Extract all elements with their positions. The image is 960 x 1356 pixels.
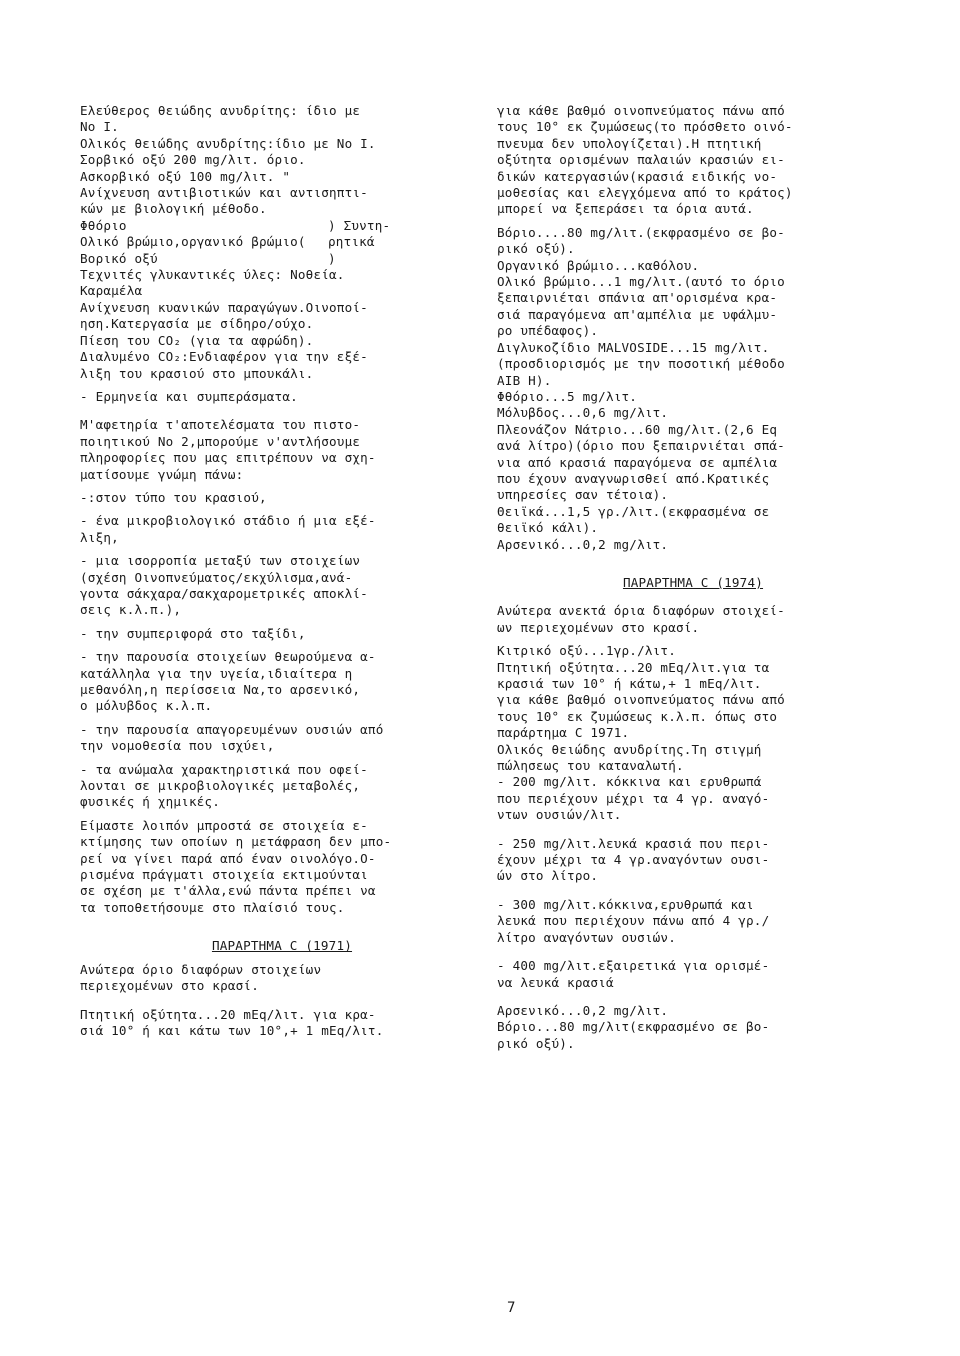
list-item <box>80 626 484 642</box>
list-item <box>497 897 889 946</box>
text-line: (σχέση Οινοπνεύματος/εκχύλισμα,ανά- <box>80 569 353 585</box>
text-line: (προσδιορισμός με την ποσοτική μέθοδο <box>497 356 785 372</box>
left-analysis-block <box>80 267 484 382</box>
annex-title: ΠΑΡΑΡΤΗΜΑ C (1974) <box>622 574 764 590</box>
text-line: οξύτητα ορισμένων παλαιών κρασιών ει- <box>497 152 785 168</box>
left-column <box>80 103 484 1039</box>
text-line: - την παρουσία απαγορευμένων ουσιών από <box>80 721 384 737</box>
text-line: - μια ισορροπία μεταξύ των στοιχείων <box>80 553 361 569</box>
text-line: λιξη του κρασιού στο μπουκάλι. <box>80 365 314 381</box>
text-line: φυσικές ή χημικές. <box>80 794 221 810</box>
text-line: Ανώτερα όριο διαφόρων στοιχείων <box>80 961 322 977</box>
list-item <box>80 513 484 546</box>
list-item <box>80 722 484 755</box>
list-item <box>80 553 484 619</box>
left-intro-block <box>80 103 484 218</box>
text-line: AIB H). <box>497 372 552 388</box>
text-line: Σορβικό οξύ 200 mg/λιτ. όριο. <box>80 152 306 168</box>
text-line: Μόλυβδος...0,6 mg/λιτ. <box>497 405 669 421</box>
text-line: Ολικό βρώμιο...1 mg/λιτ.(αυτό το όριο <box>497 274 785 290</box>
text-line: Θειϊκά...1,5 γρ./λιτ.(εκφρασμένα σε <box>497 503 770 519</box>
annex-title: ΠΑΡΑΡΤΗΜΑ C (1971) <box>211 938 353 954</box>
bullet-list <box>497 774 889 990</box>
text-line: Πλεονάζον Νάτριο...60 mg/λιτ.(2,6 Eq <box>497 421 778 437</box>
text-line: τους 10° εκ ζυμώσεως κ.λ.π. όπως στο <box>497 708 778 724</box>
preservatives-group <box>80 218 484 267</box>
bullet-list <box>80 490 484 811</box>
text-line: ρεί να γίνει παρά από έναν οινολόγο.Ο- <box>80 850 376 866</box>
list-item <box>497 774 889 823</box>
text-line: ανά λίτρο)(όριο που ξεπαιρνιέται σπά- <box>497 438 785 454</box>
text-line: Φθόριο...5 mg/λιτ. <box>497 388 638 404</box>
section-heading: - Ερμηνεία και συμπεράσματα. <box>80 388 298 404</box>
text-line: - 200 mg/λιτ. κόκκινα και ερυθρωπά <box>497 774 762 790</box>
text-line: ρο υπέδαφος). <box>497 323 599 339</box>
label-line: Συντη- <box>343 217 391 233</box>
text-line: λευκά που περιέχουν πάνω από 4 γρ./ <box>497 913 770 929</box>
right-column <box>497 103 889 1052</box>
text-line: ων περιεχομένων στο κρασί. <box>497 619 700 635</box>
text-line: πληροφορίες που μας επιτρέπουν να σχη- <box>80 450 376 466</box>
text-line: γοντα σάκχαρα/σακχαρομετρικές αποκλί- <box>80 585 368 601</box>
paragraph <box>497 603 889 636</box>
list-item <box>497 958 889 991</box>
text-line: - την παρουσία στοιχείων θεωρούμενα α- <box>80 649 376 665</box>
list-item <box>497 836 889 885</box>
text-line: Ασκορβικό οξύ 100 mg/λιτ. " <box>80 168 291 184</box>
text-line: Αρσενικό...0,2 mg/λιτ. <box>497 1002 669 1018</box>
text-line: σεις κ.λ.π.), <box>80 602 182 618</box>
text-line: μεθανόλη,η περίσσεια Να,το αρσενικό, <box>80 682 361 697</box>
text-line: Κιτρικό οξύ...1γρ./λιτ. <box>497 643 676 659</box>
text-line: Διγλυκοζίδιο MALVOSIDE...15 mg/λιτ. <box>497 339 770 355</box>
text-line: πνευμα δεν υπολογίζεται).Η πτητική <box>497 135 762 151</box>
text-line: Φθόριο <box>80 217 127 233</box>
text-line: ρικό οξύ). <box>497 241 575 257</box>
text-line: σε σχέση με τ'άλλα,ενώ πάντα πρέπει να <box>80 883 376 899</box>
text-line: ποιητικού Νο 2,μπορούμε ν'αντλήσουμε <box>80 433 361 449</box>
text-line: Οργανικό βρώμιο...καθόλου. <box>497 257 700 273</box>
text-line: λιξη, <box>80 529 119 545</box>
paragraph <box>497 1003 889 1052</box>
text-line: την νομοθεσία που ισχύει, <box>80 738 275 754</box>
text-line: τους 10° εκ ζυμώσεως(το πρόσθετο οινό- <box>497 119 793 135</box>
text-line: Πτητική οξύτητα...20 mEq/λιτ. για κρα- <box>80 1006 376 1022</box>
paragraph <box>80 962 484 995</box>
text-line: Βόριο...80 mg/λιτ(εκφρασμένο σε βο- <box>497 1019 770 1035</box>
text-line: Είμαστε λοιπόν μπροστά σε στοιχεία ε- <box>80 817 368 833</box>
text-line: ξεπαιρνιέται σπάνια απ'ορισμένα κρα- <box>497 290 778 306</box>
text-line: υπηρεσίες σαν τέτοια). <box>497 487 669 503</box>
text-line: Ελεύθερος θειώδης ανυδρίτης: ίδιο με <box>80 103 361 118</box>
text-line: Τεχνιτές γλυκαντικές ύλες: Νοθεία. <box>80 267 345 283</box>
text-line: δικών κατεργασιών(κρασιά ειδικής νο- <box>497 168 778 184</box>
paragraph <box>80 417 484 483</box>
text-line: μοθεσίας και ελεγχόμενα από το κράτος) <box>497 185 793 201</box>
text-line: νια από κρασιά παραγόμενα σε αμπέλια <box>497 454 778 470</box>
text-line: παράρτημα C 1971. <box>497 725 630 741</box>
text-line: Ανίχνευση αντιβιοτικών και αντισηπτι- <box>80 185 368 201</box>
text-line: - τα ανώμαλα χαρακτηριστικά που οφεί- <box>80 761 368 777</box>
text-line: σιά 10° ή και κάτω των 10°,+ 1 mEq/λιτ. <box>80 1022 384 1038</box>
text-line: Βόριο....80 mg/λιτ.(εκφρασμένο σε βο- <box>497 224 785 240</box>
label-line: ρητικά <box>328 234 375 250</box>
text-line: πώλησεως του καταναλωτή. <box>497 758 684 774</box>
paragraph <box>497 103 889 218</box>
text-line: Πτητική οξύτητα...20 mEq/λιτ.για τα <box>497 659 770 675</box>
text-line: θειϊκό κάλι). <box>497 520 599 536</box>
text-line: να λευκά κρασιά <box>497 974 614 990</box>
text-line: Πίεση του CO₂ (για τα αφρώδη). <box>80 332 314 348</box>
text-line: ντων ουσιών/λιτ. <box>497 807 622 823</box>
text-line: λονται σε μικροβιολογικές μεταβολές, <box>80 778 361 794</box>
text-line: μπορεί να ξεπεράσει τα όρια αυτά. <box>497 201 754 217</box>
text-line: ο μόλυβδος κ.λ.π. <box>80 698 213 714</box>
text-line: Ολικός θειώδης ανυδρίτης:ίδιο με Νο Ι. <box>80 135 376 151</box>
text-line: Καραμέλα <box>80 283 143 299</box>
text-line: Μ'αφετηρία τ'αποτελέσματα του πιστο- <box>80 417 361 433</box>
text-line: ηση.Κατεργασία με σίδηρο/ούχο. <box>80 316 314 332</box>
text-line: κτίμησης των οποίων η μετάφραση δεν μπο- <box>80 834 392 850</box>
text-line: κών με βιολογική μέθοδο. <box>80 201 267 217</box>
text-line: -:στον τύπο του κρασιού, <box>80 489 267 505</box>
text-line: Βορικό οξύ <box>80 250 158 266</box>
text-line: τα τοποθετήσουμε στο πλαίσιό τους. <box>80 899 345 915</box>
text-line: Αρσενικό...0,2 mg/λιτ. <box>497 536 669 552</box>
text-line: Διαλυμένο CO₂:Ενδιαφέρον για την εξέ- <box>80 349 368 365</box>
paragraph <box>80 1007 484 1040</box>
text-line: - ένα μικροβιολογικό στάδιο ή μια εξέ- <box>80 513 376 529</box>
text-line: - 250 mg/λιτ.λευκά κρασιά που περι- <box>497 835 770 851</box>
text-line: ρισμένα πράγματι στοιχεία εκτιμούνται <box>80 867 368 883</box>
limits-list <box>497 643 889 774</box>
text-line: λίτρο αναγόντων ουσιών. <box>497 929 676 945</box>
text-line: Ολικό βρώμιο,οργανικό βρώμιο( <box>80 234 306 250</box>
text-line: για κάθε βαθμό οινοπνεύματος πάνω από <box>497 692 785 708</box>
list-item <box>80 762 484 811</box>
text-line: έχουν μέχρι τα 4 γρ.αναγόντων ουσι- <box>497 852 770 868</box>
text-line: κατάλληλα για την υγεία,ιδιαίτερα η <box>80 665 353 681</box>
text-line: ών στο λίτρο. <box>497 868 599 884</box>
text-line: Ανώτερα ανεκτά όρια διαφόρων στοιχεί- <box>497 603 785 619</box>
text-line: - 400 mg/λιτ.εξαιρετικά για ορισμέ- <box>497 958 770 974</box>
paragraph <box>80 818 484 916</box>
text-line: που έχουν αναγνωρισθεί από.Κρατικές <box>497 470 770 486</box>
list-item <box>80 490 484 506</box>
page-number: 7 <box>507 1300 516 1316</box>
text-line: Νο Ι. <box>80 119 119 135</box>
text-line: σιά παραγόμενα απ'αμπέλια με υφάλμυ- <box>497 306 778 322</box>
text-line: ρικό οξύ). <box>497 1035 575 1051</box>
text-line: - την συμπεριφορά στο ταξίδι, <box>80 625 306 641</box>
text-line: περιεχομένων στο κρασί. <box>80 978 259 994</box>
limits-list <box>497 225 889 553</box>
preservatives-label: ) Συντη- ρητικά ) <box>328 217 391 266</box>
text-line: για κάθε βαθμό οινοπνεύματος πάνω από <box>497 103 785 118</box>
text-line: - 300 mg/λιτ.κόκκινα,ερυθρωπά και <box>497 896 754 912</box>
text-line: ματίσουμε γνώμη πάνω: <box>80 466 244 482</box>
text-line: κρασιά των 10° ή κάτω,+ 1 mEq/λιτ. <box>497 676 762 691</box>
text-line: που περιέχουν μέχρι τα 4 γρ. αναγό- <box>497 790 770 806</box>
list-item <box>80 649 484 715</box>
text-line: Ολικός θειώδης ανυδρίτης.Τη στιγμή <box>497 741 762 757</box>
text-line: Ανίχνευση κυανικών παραγώγων.Οινοποί- <box>80 299 368 315</box>
